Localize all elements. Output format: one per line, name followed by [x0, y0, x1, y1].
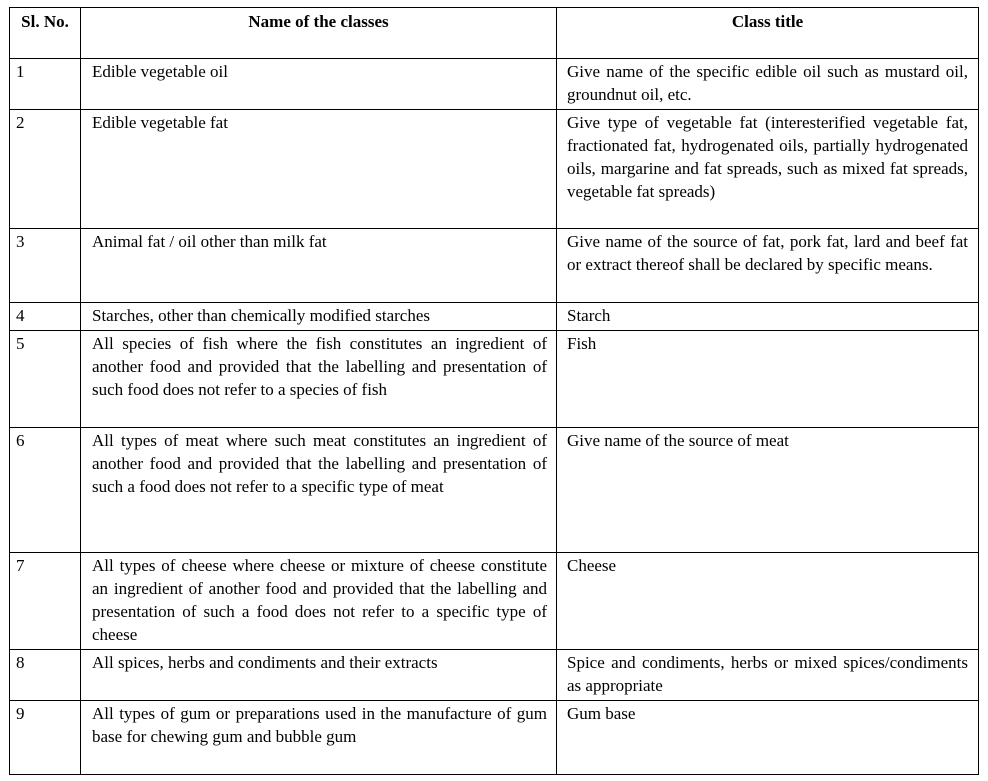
row-class-title: Gum base — [557, 701, 979, 775]
header-name-of-classes: Name of the classes — [81, 8, 557, 59]
row-sl-no: 3 — [10, 229, 81, 303]
row-class-title: Give name of the source of meat — [557, 428, 979, 553]
row-class-name: All species of fish where the fish constitutes an ingredient of another food and provided that the labelling and presentation of such food does not refer to a species of fish — [81, 331, 557, 428]
table-header-row — [10, 8, 979, 59]
row-sl-no: 8 — [10, 650, 81, 701]
row-class-name: All spices, herbs and condiments and their extracts — [81, 650, 557, 701]
header-class-title: Class title — [557, 8, 979, 59]
row-class-title: Cheese — [557, 553, 979, 650]
row-class-title: Give name of the source of fat, pork fat, lard and beef fat or extract thereof shall be declared by specific means. — [557, 229, 979, 303]
table-row — [10, 229, 979, 303]
row-class-title: Fish — [557, 331, 979, 428]
header-sl-no: Sl. No. — [10, 8, 81, 59]
table-row — [10, 553, 979, 650]
table-row — [10, 110, 979, 229]
table-row — [10, 428, 979, 553]
table-row — [10, 303, 979, 331]
row-class-title: Give name of the specific edible oil such as mustard oil, groundnut oil, etc. — [557, 59, 979, 110]
row-sl-no: 9 — [10, 701, 81, 775]
row-class-title: Give type of vegetable fat (interesterified vegetable fat, fractionated fat, hydrogenated oils, partially hydrogenated oils, margarine and fat spreads, such as mixed fat spreads, vegetable fat spreads) — [557, 110, 979, 229]
row-class-name: Edible vegetable fat — [81, 110, 557, 229]
table-row — [10, 650, 979, 701]
row-sl-no: 1 — [10, 59, 81, 110]
row-class-name: All types of cheese where cheese or mixture of cheese constitute an ingredient of another food and provided that the labelling and presentation of such a food does not refer to a specific type of cheese — [81, 553, 557, 650]
classes-table — [9, 7, 979, 775]
row-class-title: Starch — [557, 303, 979, 331]
table-row — [10, 331, 979, 428]
table-row — [10, 59, 979, 110]
row-class-title: Spice and condiments, herbs or mixed spices/condiments as appropriate — [557, 650, 979, 701]
row-sl-no: 7 — [10, 553, 81, 650]
row-class-name: Starches, other than chemically modified starches — [81, 303, 557, 331]
row-sl-no: 5 — [10, 331, 81, 428]
row-class-name: All types of meat where such meat constitutes an ingredient of another food and provided that the labelling and presentation of such a food does not refer to a specific type of meat — [81, 428, 557, 553]
row-class-name: Edible vegetable oil — [81, 59, 557, 110]
row-class-name: All types of gum or preparations used in the manufacture of gum base for chewing gum and bubble gum — [81, 701, 557, 775]
row-sl-no: 4 — [10, 303, 81, 331]
row-sl-no: 6 — [10, 428, 81, 553]
row-sl-no: 2 — [10, 110, 81, 229]
row-class-name: Animal fat / oil other than milk fat — [81, 229, 557, 303]
table-row — [10, 701, 979, 775]
